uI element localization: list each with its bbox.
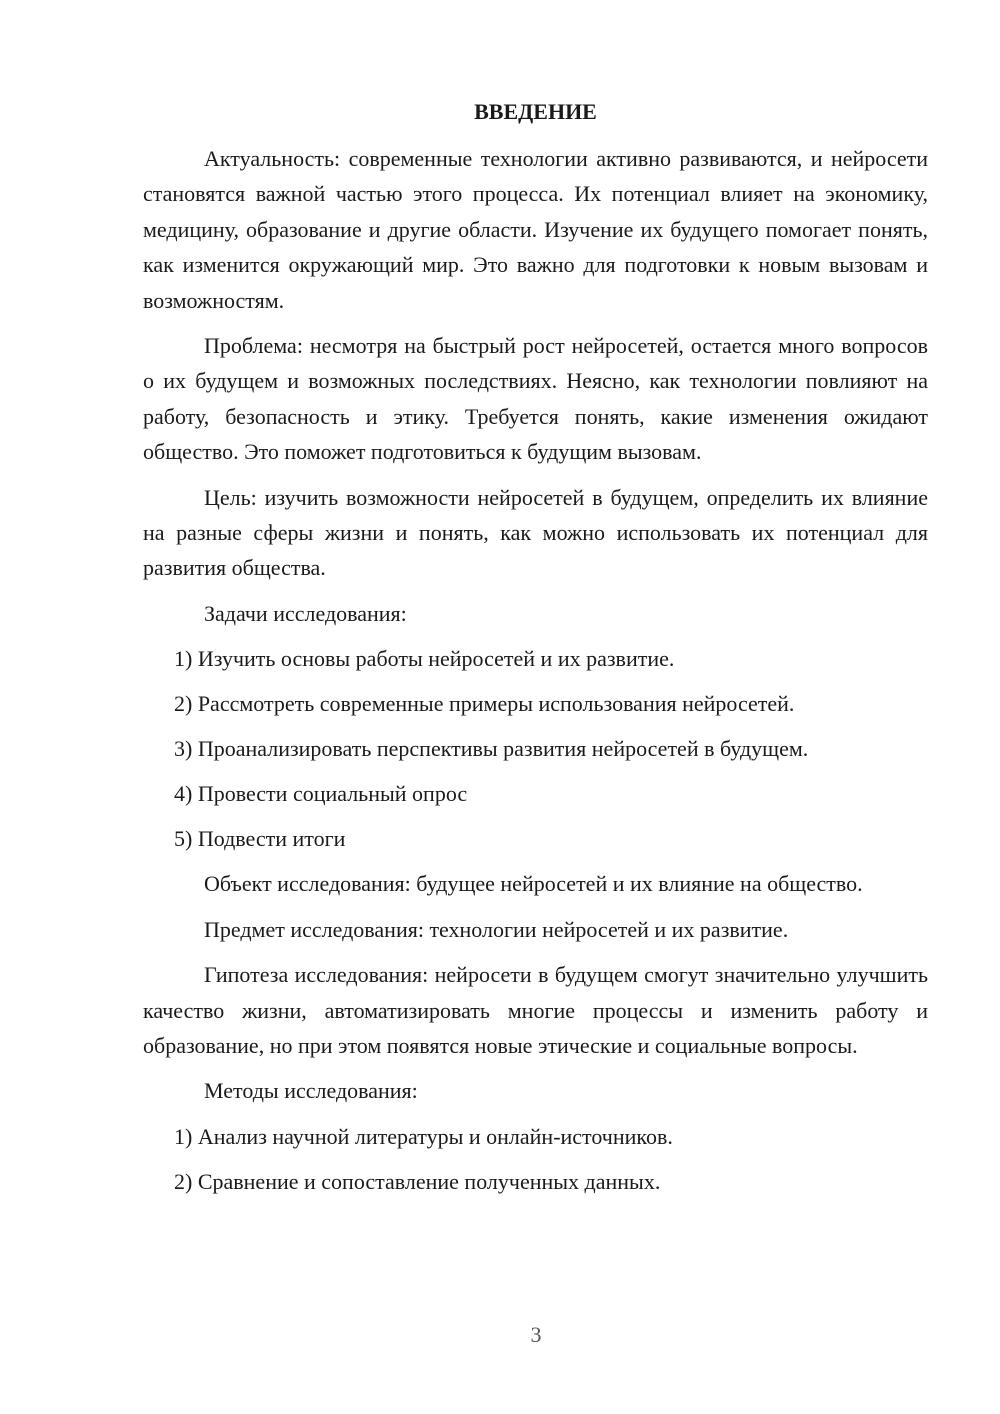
list-item: 1) Анализ научной литературы и онлайн-источников.: [174, 1123, 673, 1149]
page-number: 3: [530, 1322, 542, 1347]
tasks-list: [143, 641, 928, 856]
list-item: 5) Подвести итоги: [174, 826, 346, 852]
list-item: 4) Провести социальный опрос: [174, 781, 468, 807]
methods-label: Методы исследования:: [204, 1078, 418, 1104]
page-content: [143, 94, 928, 1209]
problem-paragraph: Проблема: несмотря на быстрый рост нейросетей, остается много вопросов о их будущем и возможных последствиях. Неясно, как технологии повлияют на работу, безопасность и этику. Требуется понять, какие изменения ожидают общество. Это поможет подготовиться к будущим вызовам.: [143, 333, 928, 465]
list-item: 2) Рассмотреть современные примеры использования нейросетей.: [174, 691, 795, 717]
page-title: ВВЕДЕНИЕ: [474, 99, 597, 124]
tasks-label: Задачи исследования:: [204, 600, 407, 626]
object-paragraph: Объект исследования: будущее нейросетей и их влияние на общество.: [204, 871, 863, 897]
methods-list: [143, 1119, 928, 1199]
goal-paragraph: Цель: изучить возможности нейросетей в будущем, определить их влияние на разные сферы жизни и понять, как можно использовать их потенциал для развития общества.: [143, 484, 928, 581]
list-item: 3) Проанализировать перспективы развития нейросетей в будущем.: [174, 736, 809, 762]
hypothesis-paragraph: Гипотеза исследования: нейросети в будущем смогут значительно улучшить качество жизни, автоматизировать многие процессы и изменить работу и образование, но при этом появятся новые этические и социальные вопросы.: [143, 962, 928, 1058]
subject-paragraph: Предмет исследования: технологии нейросетей и их развитие.: [204, 916, 789, 942]
list-item: 2) Сравнение и сопоставление полученных данных.: [174, 1168, 661, 1194]
relevance-paragraph: Актуальность: современные технологии активно развиваются, и нейросети становятся важной частью этого процесса. Их потенциал влияет на экономику, медицину, образование и другие области. Изучение их будущего помогает понять, как изменится окружающий мир. Это важно для подготовки к новым вызовам и возможностям.: [143, 146, 928, 313]
list-item: 1) Изучить основы работы нейросетей и их развитие.: [174, 646, 675, 672]
